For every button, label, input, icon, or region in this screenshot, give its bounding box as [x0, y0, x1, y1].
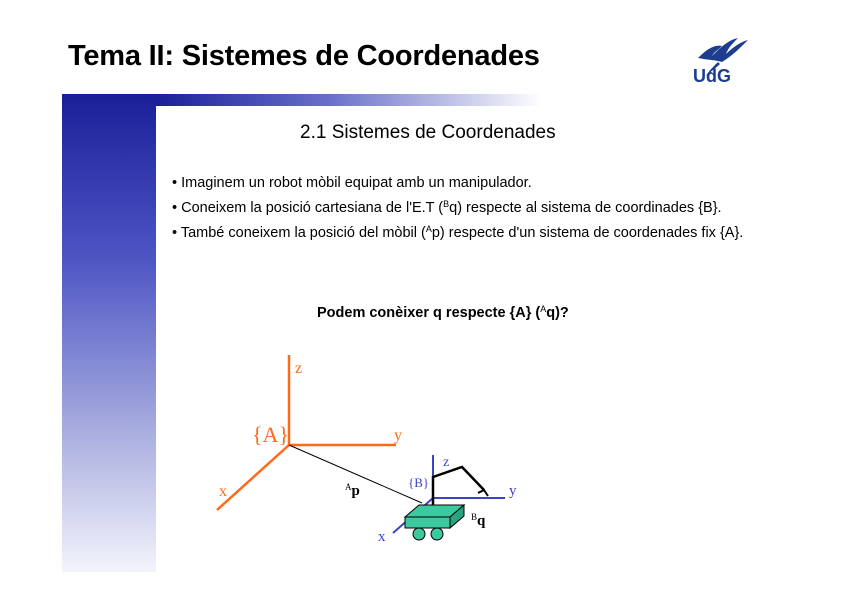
frame-b-x-label: x — [378, 529, 386, 545]
sidebar-gradient — [62, 94, 156, 572]
header-gradient-bar — [156, 94, 542, 106]
question-text: Podem conèixer q respecte {A} ($^A$q)? — [317, 304, 569, 321]
frame-b-z-label: z — [443, 455, 450, 470]
bullet-item: • Imaginem un robot mòbil equipat amb un manipulador. — [172, 175, 532, 191]
frame-a-label: {A} — [252, 422, 290, 447]
bullet-item: • També coneixem la posició del mòbil ($^A$p) respecte d'un sistema de coordenades fix {A}. — [172, 224, 744, 241]
bullet-item: • Coneixem la posició cartesiana de l'E.T ($^B$q) respecte al sistema de coordinades {B}. — [172, 199, 722, 216]
frame-b-label: {B} — [408, 475, 430, 490]
frame-a-x-label: x — [219, 483, 227, 500]
frame-a-z-label: z — [295, 360, 303, 377]
frame-a-axes — [217, 355, 396, 510]
coordinate-frames-diagram — [200, 345, 540, 555]
frame-a-y-label: y — [394, 427, 402, 444]
vector-p-label: $^A$p — [345, 482, 360, 499]
vector-q-label: $^B$q — [471, 512, 486, 529]
frame-b-y-label: y — [509, 483, 517, 499]
section-heading: 2.1 Sistemes de Coordenades — [300, 122, 556, 143]
bullet-list — [172, 173, 752, 244]
slide-title: Tema II: Sistemes de Coordenades — [68, 40, 540, 72]
logo-text: UdG — [693, 66, 731, 86]
